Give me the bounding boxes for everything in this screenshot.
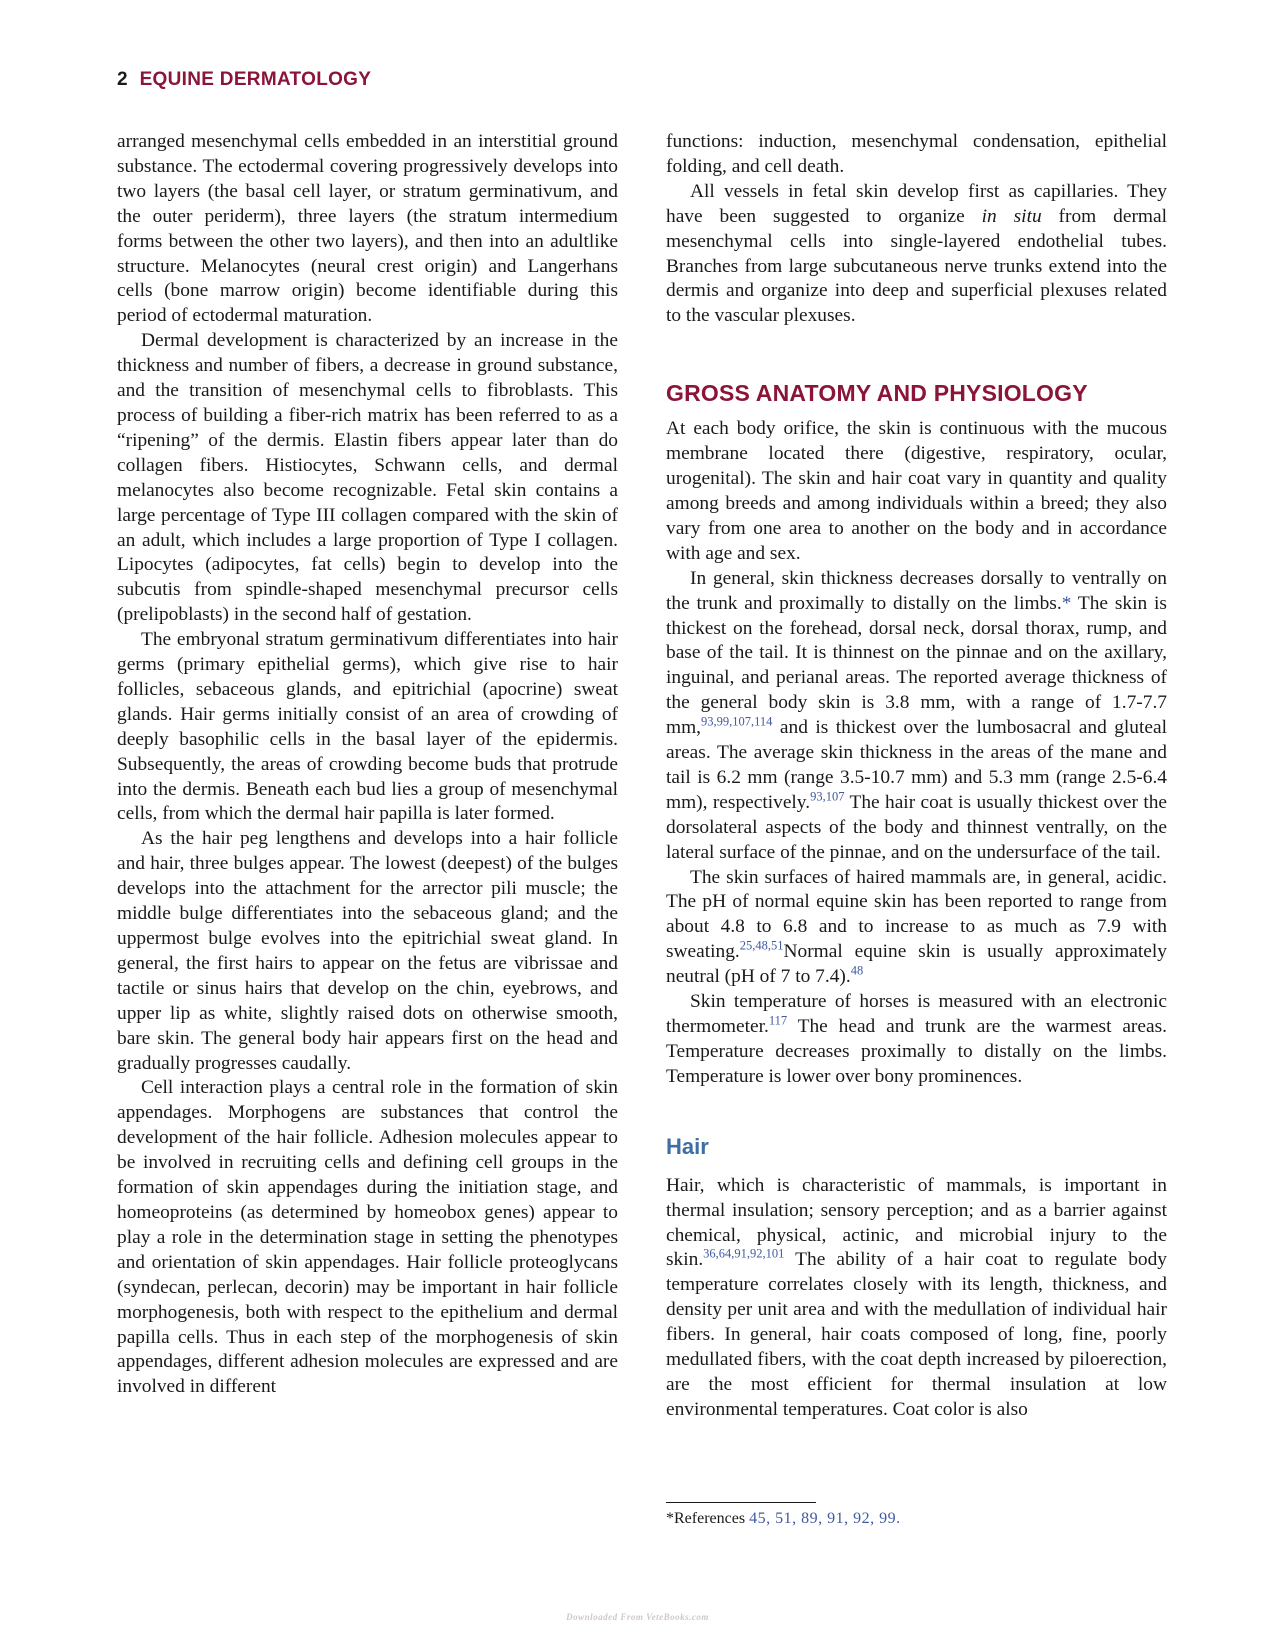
text-run: Normal equine skin is usually approximately neutral (pH of 7 to 7.4).: [666, 941, 1167, 988]
paragraph: Cell interaction plays a central role in the formation of skin appendages. Morphogens are substances that control the development of the hair follicle. Adhesion molecules appear to be involved in recruiting cells and defining cell groups in the formation of skin appendages during the initiation stage, and homeoproteins (as determined by homeobox genes) appear to play a role in the determination stage in setting the phenotypes and orientation of skin appendages. Hair follicle proteoglycans (syndecan, perlecan, decorin) may be important in hair follicle morphogenesis, both with respect to the epithelium and dermal papilla cells. Thus in each step of the morphogenesis of skin appendages, different adhesion molecules are expressed and are involved in different: [117, 1077, 618, 1398]
text-run: and is thickest over the lumbosacral and gluteal areas. The average skin thickness in the areas of the mane and tail is 6.2 mm (range 3.5-10.7 mm) and 5.3 mm (range 2.5-6.4 mm), respectively.: [666, 717, 1167, 813]
paragraph: arranged mesenchymal cells embedded in an interstitial ground substance. The ectodermal covering progressively develops into two layers (the basal cell layer, or stratum germinativum, and the outer periderm), three layers (the stratum intermedium forms between the other two layers), and then into an adultlike structure. Melanocytes (neural crest origin) and Langerhans cells (bone marrow origin) become identifiable during this period of ectodermal maturation.: [117, 131, 618, 327]
paragraph: [666, 1174, 1167, 1423]
paragraph: The embryonal stratum germinativum differentiates into hair germs (primary epithelial germs), which give rise to hair follicles, sebaceous glands, and epitrichial (apocrine) sweat glands. Hair germs initially consist of an area of crowding of deeply basophilic cells in the basal layer of the epidermis. Subsequently, the areas of crowding become buds that protrude into the dermis. Beneath each bud lies a group of mesenchymal cells, from which the dermal hair papilla is later formed.: [117, 629, 618, 825]
text-run: The ability of a hair coat to regulate body temperature correlates closely with its length, thickness, and density per unit area and with the medullation of individual hair fibers. In general, hair coats composed of long, fine, poorly medullated fibers, with the coat depth increased by piloerection, are the most efficient for thermal insulation at low environmental temperatures. Coat color is also: [666, 1249, 1167, 1420]
paragraph: functions: induction, mesenchymal condensation, epithelial folding, and cell death.: [666, 131, 1167, 177]
text-run: Hair, which is characteristic of mammals, is important in thermal insulation; sensory perception; and as a barrier against chemical, physical, actinic, and microbial injury to the skin.: [666, 1174, 1167, 1271]
watermark: Downloaded From VeteBooks.com: [566, 1612, 709, 1622]
footnote: [666, 1508, 901, 1530]
footnote-label: *References: [666, 1510, 750, 1527]
paragraph: At each body orifice, the skin is continuous with the mucous membrane located there (digestive, respiratory, ocular, urogenital). The skin and hair coat vary in quantity and quality among breeds and among individuals within a breed; they also vary from one area to another on the body and in accordance with age and sex.: [666, 418, 1167, 564]
text-run: The hair coat is usually thickest over the dorsolateral aspects of the body and thinnest ventrally, on the lateral surface of the pinnae, and on the undersurface of the tail.: [666, 791, 1168, 863]
text-run: The skin surfaces of haired mammals are, in general, acidic. The pH of normal equine skin has been reported to range from about 4.8 to 6.8 and to increase to as much as 7.9 with sweating.: [666, 866, 1167, 963]
footnote-marker[interactable]: *: [1061, 592, 1072, 614]
section-heading: GROSS ANATOMY AND PHYSIOLOGY: [666, 380, 1088, 407]
footnote-citations[interactable]: 45, 51, 89, 91, 92, 99.: [749, 1510, 901, 1527]
paragraph: [666, 567, 1167, 866]
text-run: Skin temperature of horses is measured with an electronic thermometer.: [666, 991, 1167, 1037]
citation-link[interactable]: 36,64,91,92,101: [703, 1246, 785, 1261]
paragraph: [666, 180, 1167, 329]
citation-link[interactable]: 93,107: [810, 789, 845, 804]
subsection-heading: Hair: [666, 1133, 709, 1159]
paragraph: [666, 990, 1167, 1090]
running-title: EQUINE DERMATOLOGY: [139, 69, 372, 90]
page-number: 2: [117, 69, 128, 90]
text-run: All vessels in fetal skin develop first as capillaries. They have been suggested to organize: [666, 180, 1167, 227]
footnote-divider: [666, 1502, 816, 1503]
text-run: from dermal mesenchymal cells into single-layered endothelial tubes. Branches from large subcutaneous nerve trunks extend into the dermis and organize into deep and superficial plexuses related to the vascular plexuses.: [666, 205, 1167, 327]
right-column: [666, 130, 1167, 1423]
paragraph: Dermal development is characterized by an increase in the thickness and number of fibers, a decrease in ground substance, and the transition of mesenchymal cells to fibroblasts. This process of building a fiber-rich matrix has been referred to as a “ripening” of the dermis. Elastin fibers appear later than do collagen fibers. Histiocytes, Schwann cells, and dermal melanocytes also become recognizable. Fetal skin contains a large percentage of Type III collagen compared with the skin of an adult, which includes a large proportion of Type I collagen. Lipocytes (adipocytes, fat cells) begin to develop into the subcutis from spindle-shaped mesenchymal precursor cells (prelipoblasts) in the second half of gestation.: [117, 330, 618, 626]
text-run: In general, skin thickness decreases dorsally to ventrally on the trunk and proximally to distally on the limbs.: [666, 567, 1167, 614]
italic-term: in situ: [981, 205, 1042, 227]
citation-link[interactable]: 93,99,107,114: [701, 714, 773, 729]
text-run: The skin is thickest on the forehead, dorsal neck, dorsal thorax, rump, and base of the tail. It is thinnest on the pinnae and on the axillary, inguinal, and perianal areas. The reported average thickness of the general body skin is 3.8 mm, with a range of 1.7-7.7 mm,: [666, 592, 1167, 739]
citation-link[interactable]: 25,48,51: [739, 938, 784, 953]
paragraph: [666, 866, 1167, 991]
citation-link[interactable]: 48: [850, 963, 864, 978]
citation-link[interactable]: 117: [768, 1013, 788, 1028]
paragraph: As the hair peg lengthens and develops into a hair follicle and hair, three bulges appear. The lowest (deepest) of the bulges develops into the attachment for the arrector pili muscle; the middle bulge differentiates into the sebaceous gland; and the uppermost bulge evolves into the epitrichial sweat gland. In general, the first hairs to appear on the fetus are vibrissae and tactile or sinus hairs that develop on the chin, eyebrows, and upper lip as white, slightly raised dots on otherwise smooth, bare skin. The general body hair appears first on the head and gradually progresses caudally.: [117, 828, 618, 1074]
left-column: [117, 130, 618, 1400]
running-header: [117, 68, 371, 92]
text-run: The head and trunk are the warmest areas. Temperature decreases proximally to distally on the limbs. Temperature is lower over bony prominences.: [666, 1016, 1167, 1087]
